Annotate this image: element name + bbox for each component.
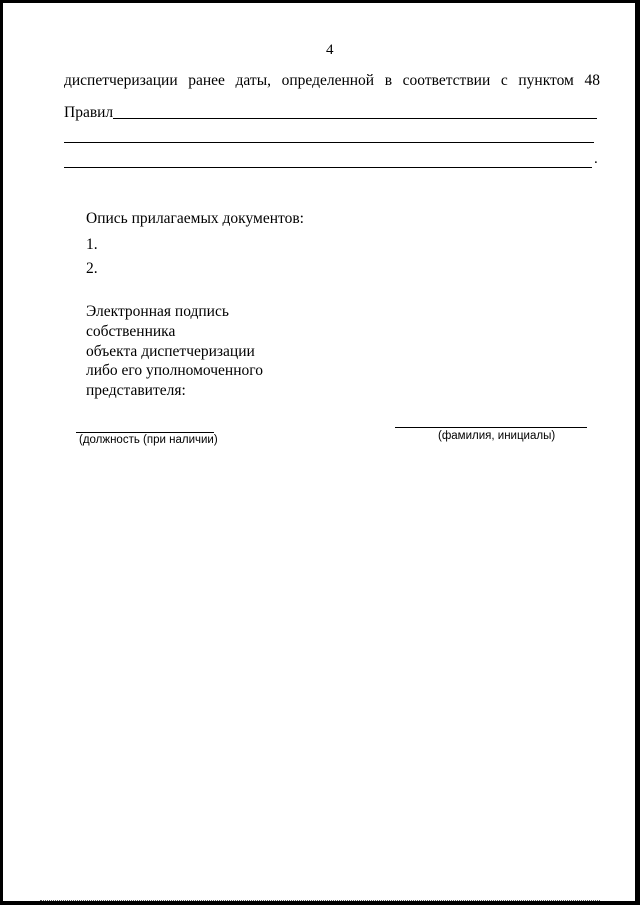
scan-border-left [0, 0, 3, 905]
signature-label-line-2: собственника [86, 323, 176, 340]
name-fill-line[interactable] [395, 427, 587, 428]
signature-label-line-3: объекта диспетчеризации [86, 343, 255, 360]
scan-border-right [635, 0, 640, 905]
signature-label-line-1: Электронная подпись [86, 303, 229, 320]
scan-border-top [0, 0, 640, 3]
closing-period: . [594, 151, 598, 167]
scan-border-bottom [0, 901, 640, 905]
scan-noise-line [40, 900, 600, 901]
fill-in-line-1[interactable] [113, 118, 597, 119]
attachment-item-1: 1. [86, 236, 98, 253]
attachments-heading: Опись прилагаемых документов: [86, 210, 304, 227]
paragraph-line-1: диспетчеризации ранее даты, определенной в соответствии с пунктом 48 [64, 72, 600, 89]
name-caption: (фамилия, инициалы) [438, 430, 556, 442]
signature-label-line-5: представителя: [86, 382, 186, 399]
paragraph-line-2-prefix: Правил [64, 104, 114, 121]
paragraph-line-2 [64, 104, 597, 122]
page-number: 4 [326, 42, 334, 58]
fill-in-line-2[interactable] [64, 142, 594, 143]
position-fill-line[interactable] [76, 432, 214, 433]
attachment-item-2: 2. [86, 260, 98, 277]
signature-label-line-4: либо его уполномоченного [86, 362, 263, 379]
position-caption: (должность (при наличии) [79, 434, 218, 446]
fill-in-line-3[interactable] [64, 167, 592, 168]
